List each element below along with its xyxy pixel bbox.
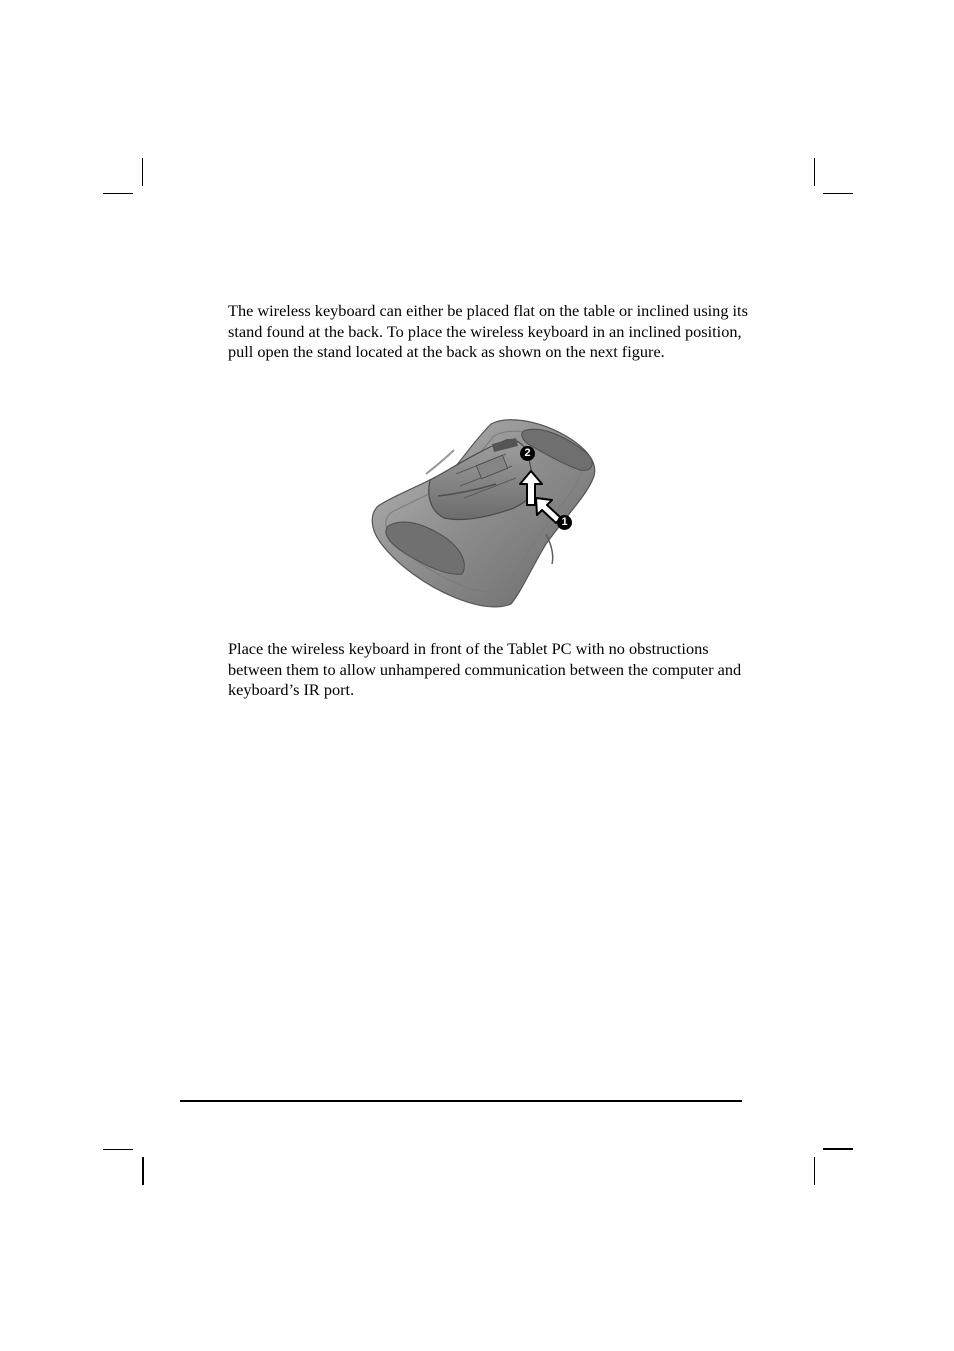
callout-label-2: 2: [524, 447, 531, 459]
callout-label-1: 1: [561, 516, 568, 528]
footer-rule: [180, 1100, 742, 1102]
body-paragraph-stand-instructions: The wireless keyboard can either be placed flat on the table or inclined using its stand found at the back. To place the wireless keyboard in an inclined position, pull open the stand located at the back as shown on the next figure.: [228, 301, 748, 361]
keyboard-stand-figure: [366, 414, 606, 610]
keyboard-underside-illustration: [366, 414, 606, 610]
crop-mark-top-left-v: [142, 158, 143, 186]
crop-mark-bottom-right-v: [814, 1157, 815, 1185]
crop-mark-bottom-right-h: [823, 1148, 853, 1150]
callout-badge-2: [520, 446, 535, 461]
crop-mark-top-right-h: [823, 193, 853, 194]
crop-mark-bottom-left-h: [103, 1149, 133, 1150]
crop-mark-bottom-left-v: [142, 1157, 144, 1185]
crop-mark-top-left-h: [103, 193, 133, 194]
body-paragraph-placement: Place the wireless keyboard in front of the Tablet PC with no obstructions between them to allow unhampered communication between the computer and keyboard’s IR port.: [228, 639, 742, 699]
crop-mark-top-right-v: [814, 158, 815, 186]
callout-badge-1: [557, 515, 572, 530]
